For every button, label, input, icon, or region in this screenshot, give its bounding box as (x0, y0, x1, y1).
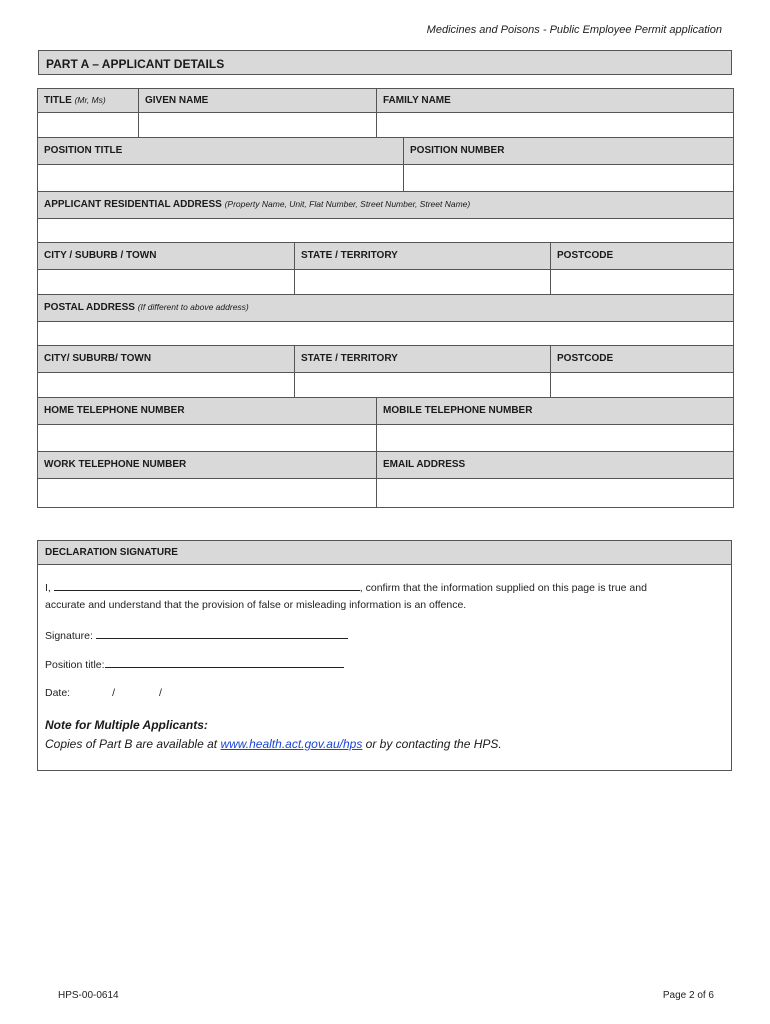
title-hint: (Mr, Ms) (74, 95, 106, 105)
postal-address-field[interactable] (37, 321, 734, 346)
note-suffix: or by contacting the HPS. (365, 737, 502, 751)
email-field[interactable] (376, 478, 734, 508)
signature-blank[interactable] (96, 628, 348, 639)
state-label-2: STATE / TERRITORY (294, 345, 551, 373)
declarant-name-blank[interactable] (54, 580, 360, 591)
position-title-line (45, 657, 344, 671)
date-separator-1: / (112, 687, 116, 699)
residential-address-label: APPLICANT RESIDENTIAL ADDRESS (44, 199, 222, 210)
postal-address-hint: (If different to above address) (137, 302, 249, 312)
postcode-label-1: POSTCODE (550, 242, 734, 270)
state-field-1[interactable] (294, 269, 551, 295)
signature-label: Signature: (45, 630, 93, 642)
date-label: Date: (45, 687, 71, 699)
declaration-prefix: I, (45, 582, 51, 594)
title-label-cell (37, 88, 139, 113)
position-title-label: POSITION TITLE (37, 137, 404, 165)
date-separator-2: / (159, 687, 162, 699)
state-label-1: STATE / TERRITORY (294, 242, 551, 270)
note-prefix: Copies of Part B are available at (45, 737, 218, 751)
residential-address-hint: (Property Name, Unit, Flat Number, Street Number, Street Name) (224, 199, 471, 209)
home-phone-field[interactable] (37, 424, 377, 452)
declaration-heading: DECLARATION SIGNATURE (37, 540, 732, 565)
position-title-blank[interactable] (105, 657, 344, 668)
given-name-label: GIVEN NAME (138, 88, 377, 113)
document-header-title: Medicines and Poisons - Public Employee Permit application (426, 24, 722, 36)
mobile-phone-label: MOBILE TELEPHONE NUMBER (376, 397, 734, 425)
city-label-2: CITY/ SUBURB/ TOWN (37, 345, 295, 373)
postal-address-label: POSTAL ADDRESS (44, 302, 135, 313)
footer-form-code: HPS-00-0614 (58, 990, 119, 1001)
hps-website-link[interactable]: www.health.act.gov.au/hps (220, 737, 363, 751)
city-field-2[interactable] (37, 372, 295, 398)
postcode-field-2[interactable] (550, 372, 734, 398)
decl-position-title-label: Position title: (45, 659, 105, 671)
work-phone-label: WORK TELEPHONE NUMBER (37, 451, 377, 479)
title-field[interactable] (37, 112, 139, 138)
note-title: Note for Multiple Applicants: (45, 718, 208, 732)
residential-address-label-cell (37, 191, 734, 219)
declaration-line-1 (45, 580, 647, 594)
mobile-phone-field[interactable] (376, 424, 734, 452)
family-name-field[interactable] (376, 112, 734, 138)
position-number-label: POSITION NUMBER (403, 137, 734, 165)
declaration-line-2: accurate and understand that the provision of false or misleading information is an offence. (45, 599, 467, 611)
part-a-heading: PART A – APPLICANT DETAILS (38, 50, 732, 75)
city-label-1: CITY / SUBURB / TOWN (37, 242, 295, 270)
home-phone-label: HOME TELEPHONE NUMBER (37, 397, 377, 425)
title-label: TITLE (44, 95, 72, 106)
family-name-label: FAMILY NAME (376, 88, 734, 113)
signature-line (45, 628, 348, 642)
position-title-field[interactable] (37, 164, 404, 192)
work-phone-field[interactable] (37, 478, 377, 508)
state-field-2[interactable] (294, 372, 551, 398)
city-field-1[interactable] (37, 269, 295, 295)
email-label: EMAIL ADDRESS (376, 451, 734, 479)
position-number-field[interactable] (403, 164, 734, 192)
note-line (45, 737, 502, 751)
postcode-field-1[interactable] (550, 269, 734, 295)
postcode-label-2: POSTCODE (550, 345, 734, 373)
given-name-field[interactable] (138, 112, 377, 138)
residential-address-field[interactable] (37, 218, 734, 243)
date-line (45, 687, 162, 699)
footer-page-number: Page 2 of 6 (662, 990, 714, 1001)
postal-address-label-cell (37, 294, 734, 322)
declaration-suffix: , confirm that the information supplied on this page is true and (359, 582, 647, 594)
